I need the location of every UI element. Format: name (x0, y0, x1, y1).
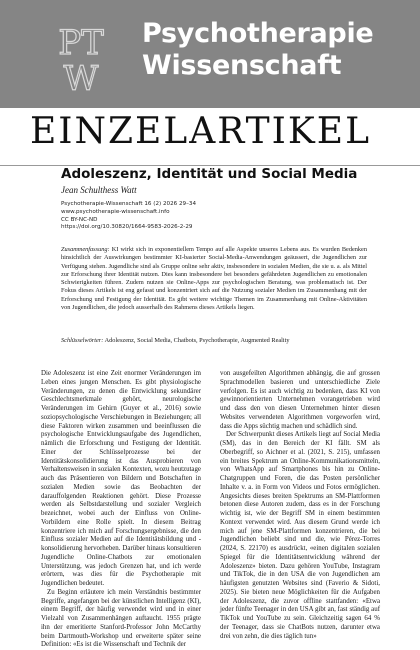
journal-title-line1: Psychotherapie (142, 18, 374, 49)
article-meta (61, 201, 196, 232)
journal-logo-icon (35, 14, 127, 99)
website-link[interactable]: www.psychotherapie-wissenschaft.info (61, 208, 170, 215)
journal-title (142, 20, 373, 79)
journal-title-line2: Wissenschaft (142, 50, 342, 81)
body-paragraph: Der Schwerpunkt dieses Artikels liegt auf Social Media (SM), das in den Bereich der KI fällt. SM als Oberbegriff, so Aichner et al. (2021, S. 215), umfassen ein breites Spektrum an Online-Kommunikationsmitteln, von WhatsApp auf Smartphones bis hin zu Online-Chatgruppen und Foren, die das Posten persönlicher Inhalte v. a. in Form von Videos und Fotos ermöglichen. Angesichts dieses breiten Spektrums an SM-Plattformen betonen diese Autoren zudem, dass es in der Forschung wichtig ist, wie der Begriff SM in einem bestimmten Kontext verwendet wird. Aus diesem Grund werde ich mich auf jene SM-Plattformen konzentrieren, die bei Jugendlichen beliebt sind und die, wie Pérez-Torres (2024, S. 22170) es ausdrückt, «einen digitalen sozialen Spiegel für die Identitätsentwicklung während der Adoleszenz» bieten. Dazu gehören YouTube, Instagram und TikTok, die in den USA die von Jugendlichen am häufigsten genutzten Websites sind (Faverio & Sidoti, 2025). Sie bieten neue Möglichkeiten für die Aufgaben der Adoleszenz, die zuvor offline stattfanden: «Etwa jeder fünfte Teenager in den USA gibt an, fast ständig auf TikTok und YouTube zu sein. Gleichzeitig sagen 64 % der Teenager, dass sie ChatBots nutzen, darunter etwa drei von zehn, die dies täglich tun» (220, 431, 380, 640)
body-column-right (220, 370, 380, 640)
citation-line: Psychotherapie-Wissenschaft 16 (2) 2026 29–34 (61, 201, 197, 207)
article-type-heading: EINZELARTIKEL (30, 111, 371, 152)
body-paragraph: Zu Beginn erläutere ich mein Verständnis bestimmter Begriffe, angefangen bei der künstlichen Intelligenz (KI), einem Begriff, der häufig verwendet wird und in einer Vielzahl von Zusammenhängen auftaucht. 1955 prägte ihn der emeritierte Stanford-Professor John McCarthy beim Dartmouth-Workshop und erweiterte später seine Definition: «Es ist die Wissenschaft und Technik der (41, 588, 201, 649)
keywords (61, 337, 367, 345)
license-line: CC BY-NC-ND (61, 216, 98, 223)
doi-link[interactable]: https://doi.org/10.30820/1664-9583-2026-2-29 (61, 224, 193, 231)
keywords-text: Adoleszenz, Social Media, Chatbots, Psychotherapie, Augmented Reality (104, 337, 290, 344)
article-title: Adoleszenz, Identität und Social Media (61, 166, 358, 182)
abstract-label: Zusammenfassung: (61, 246, 110, 253)
svg-text:PT: PT (58, 23, 104, 63)
body-paragraph: von ausgefeilten Algorithmen abhängig, die auf grossen Sprachmodellen basieren und unterschiedliche Ziele verfolgen. Es ist auch wichtig zu bedenken, dass KI von gewinnorientierten Unternehmen vorangetrieben wird und dass den von diesen Unternehmen hinter diesen Websites verwendeten Algorithmen vorgeworfen wird, dass die Apps süchtig machen und schädlich sind. (220, 370, 380, 430)
svg-text:W: W (63, 59, 99, 99)
keywords-label: Schlüsselwörter: (61, 337, 104, 344)
body-paragraph: Die Adoleszenz ist eine Zeit enormer Veränderungen im Leben eines jungen Menschen. Es gibt physiologische Veränderungen, zu denen die Entwicklung sekundärer Geschlechtsmerkmale gehört, neurologische Veränderungen im Gehirn (Guyer et al., 2016) sowie soziopsychologische Verschiebungen in Beziehungen; all diese Faktoren wirken zusammen und beeinflussen die psychologische Entwicklungsaufgabe des Jugendlichen, nämlich die Erforschung und Festigung der Identität. Einer der Schlüsselprozesse bei der Identitätskonsolidierung ist das Ausprobieren von Verhaltensweisen in sozialen Kontexten, wozu heutzutage auch das Präsentieren von Bildern und Botschaften in sozialen Medien sowie das Beobachten der darauffolgenden Reaktionen gehört. Diese Prozesse werden als Selbstdarstellung und sozialer Vergleich bezeichnet, wobei auch der Einfluss von Online-Vorbildern eine Rolle spielt. In diesem Beitrag konzentriere ich mich auf Forschungsergebnisse, die den Einfluss sozialer Medien auf die Identitätsbildung und -konsolidierung hervorheben. Darüber hinaus konsultieren Jugendliche Online-Chatbots zur emotionalen Unterstützung, was jedoch Grenzen hat, und ich werde erörtern, was dies für die Psychotherapie mit Jugendlichen bedeutet. (41, 370, 201, 587)
abstract (61, 246, 367, 312)
abstract-text: KI wirkt sich in exponentiellem Tempo auf alle Aspekte unseres Lebens aus. Es wurden Bedenken hinsichtlich der Auswirkungen bestimmter KI-basierter Social-Media-Anwendungen geäussert, die Jugendlichen zur Verfügung stehen. Jugendliche sind als Gruppe online sehr aktiv, insbesondere in sozialen Medien, die sie u. a. als Mittel zur Erforschung ihrer Identität nutzen. Dies kann insbesondere bei besonders gefährdeten Jugendlichen zu emotionalen Schwierigkeiten führen. Zudem nutzen sie Online-Apps zur psychologischen Beratung, was problematisch ist. Der Fokus dieses Artikels ist eng gefasst und konzentriert sich auf die Nutzung sozialer Medien im Zusammenhang mit der Erforschung und Festigung der Identität. Es gibt weitere wichtige Themen im Zusammenhang mit Online-Aktivitäten von Jugendlichen, die jedoch ausserhalb des Rahmens dieses Artikels liegen. (61, 246, 367, 312)
journal-banner (0, 0, 420, 108)
article-authors: Jean Schulthess Watt (61, 185, 137, 195)
body-column-left (41, 370, 201, 649)
